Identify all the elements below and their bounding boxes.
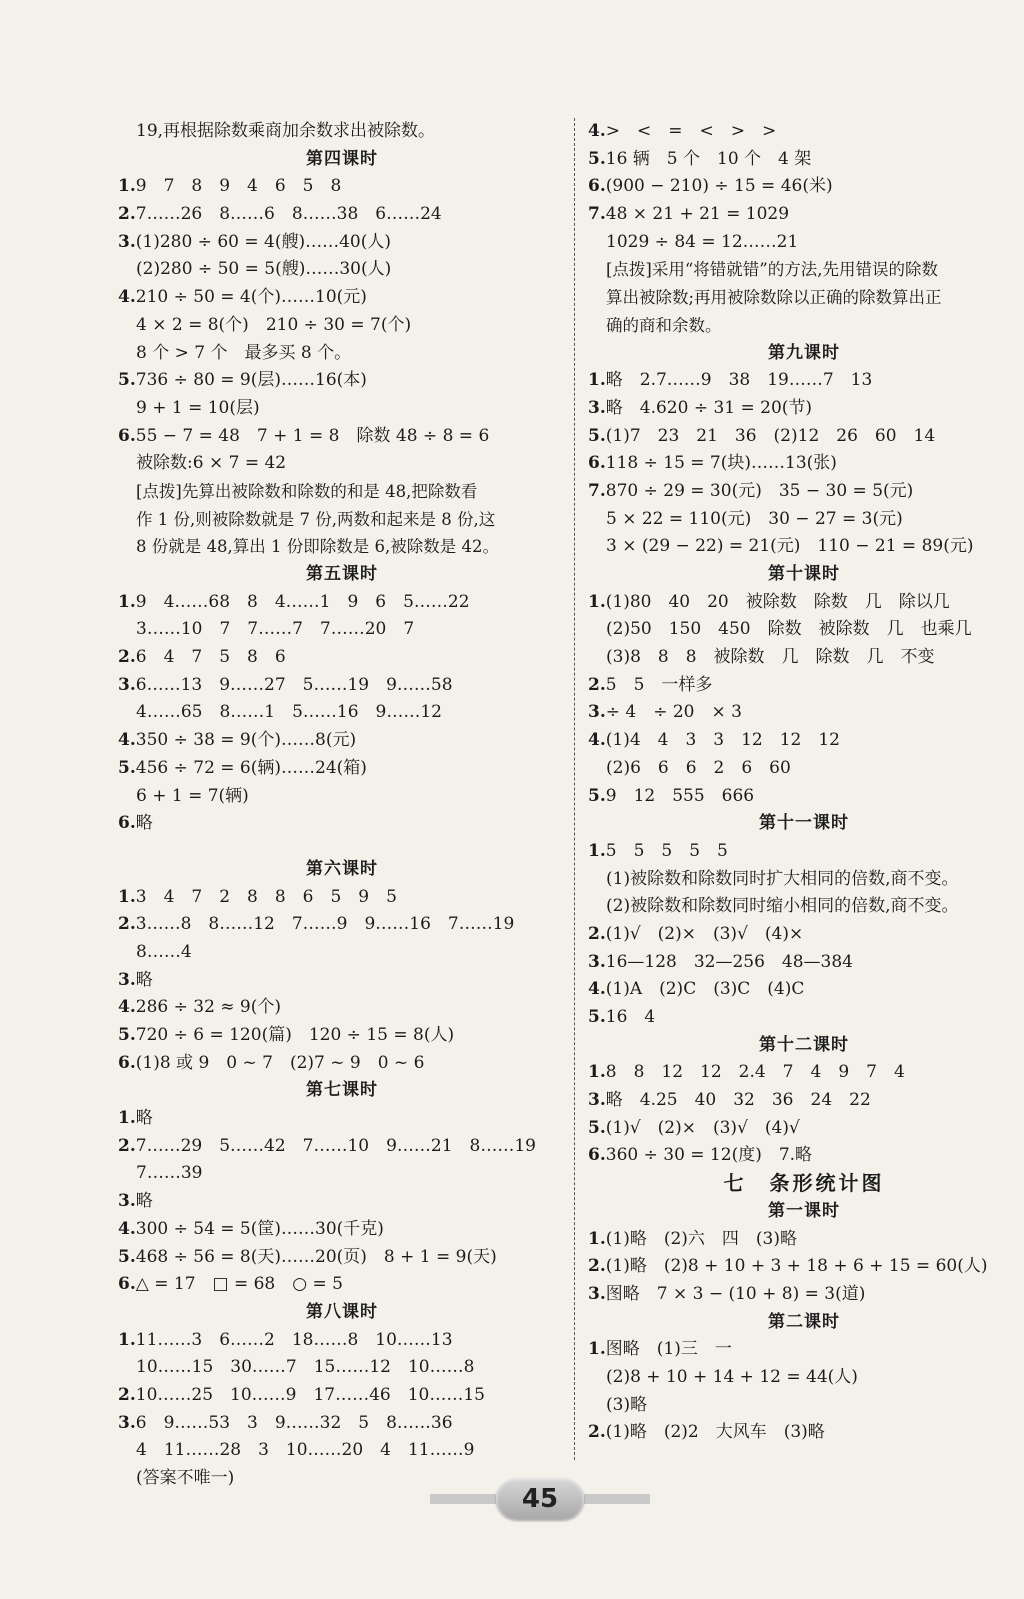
item-number: 3. [588, 1090, 606, 1111]
answer-text: 9 7 8 9 4 6 5 8 [135, 176, 342, 197]
answer-line [588, 312, 1020, 340]
answer-text: 10……15 30……7 15……12 10……8 [136, 1357, 475, 1378]
answer-line [588, 838, 1020, 866]
item-number: 6. [118, 813, 136, 834]
answer-text: (1)√ (2)× (3)√ (4)× [605, 923, 804, 944]
answer-line [118, 423, 566, 451]
answer-line [118, 1105, 566, 1133]
answer-text: 第十一课时 [759, 813, 849, 834]
answer-line [588, 533, 1020, 561]
answer-line [588, 1059, 1020, 1087]
item-number: 1. [118, 1329, 136, 1350]
section-heading [118, 561, 566, 589]
answer-text: (1)80 40 20 被除数 除数 几 除以几 [605, 591, 950, 612]
answer-text: 5 5 一样多 [605, 674, 713, 695]
answer-text: 图略 (1)三 一 [605, 1339, 732, 1360]
answer-text: 第九课时 [768, 342, 840, 363]
answer-text: 3……10 7 7……7 7……20 7 [136, 619, 415, 640]
answer-line [118, 699, 566, 727]
item-number: 4. [588, 730, 606, 751]
answer-text: 第十课时 [768, 564, 840, 584]
answer-text: 第七课时 [306, 1080, 378, 1101]
answer-line [588, 1087, 1020, 1115]
answer-line [588, 423, 1020, 451]
answer-text: 286 ÷ 32 ≈ 9(个) [135, 997, 282, 1018]
item-number: 6. [588, 176, 606, 197]
page-number-stripe-left [430, 1494, 496, 1504]
item-number: 1. [588, 1228, 606, 1249]
section-heading [588, 1198, 1020, 1226]
answer-line [588, 727, 1020, 755]
answer-line [118, 1244, 566, 1272]
answer-text: 略 [135, 1108, 153, 1129]
item-number: 4. [588, 979, 606, 1000]
item-number: 5. [588, 425, 606, 446]
item-number: 1. [588, 1062, 606, 1083]
answer-text: 5 × 22 = 110(元) 30 − 27 = 3(元) [606, 508, 903, 529]
section-heading [588, 810, 1020, 838]
answer-text: 7……39 [136, 1163, 203, 1184]
item-number: 3. [588, 397, 606, 418]
item-number: 1. [118, 176, 136, 197]
answer-text: 略 [135, 1191, 153, 1212]
spacer [118, 838, 566, 856]
item-number: 2. [588, 1256, 606, 1277]
answer-line [118, 395, 566, 423]
answer-text: 第十二课时 [759, 1034, 849, 1055]
answer-text: (1)280 ÷ 60 = 4(艘)……40(人) [135, 231, 391, 252]
answer-line [588, 893, 1020, 921]
answer-text: (1)√ (2)× (3)√ (4)√ [605, 1117, 800, 1138]
answer-line [118, 1188, 566, 1216]
answer-text: 第一课时 [768, 1200, 840, 1221]
item-number: 4. [588, 121, 606, 141]
answer-text: 3 × (29 − 22) = 21(元) 110 − 21 = 89(元) [606, 536, 974, 557]
answer-text: 算出被除数;再用被除数除以正确的除数算出正 [606, 288, 942, 308]
item-number: 6. [588, 453, 606, 474]
answer-line [588, 450, 1020, 478]
answer-line [588, 229, 1020, 257]
section-heading [118, 856, 566, 884]
answer-text: 350 ÷ 38 = 9(个)……8(元) [135, 730, 357, 751]
answer-text: 第四课时 [306, 148, 378, 169]
section-heading [588, 1032, 1020, 1060]
answer-line [118, 1271, 566, 1299]
answer-text: 第二课时 [768, 1311, 840, 1332]
answer-text: (1)7 23 21 36 (2)12 26 60 14 [605, 425, 936, 446]
answer-text: 9 + 1 = 10(层) [136, 397, 260, 418]
item-number: 1. [118, 886, 136, 907]
answer-text: 9 4……68 8 4……1 9 6 5……22 [135, 591, 470, 612]
answer-line [588, 1115, 1020, 1143]
answer-line [588, 395, 1020, 423]
answer-line [118, 312, 566, 340]
answer-text: 略 [135, 969, 153, 990]
item-number: 7. [588, 480, 606, 501]
right-column [588, 118, 1020, 1447]
answer-text: (1)略 (2)8 + 10 + 3 + 18 + 6 + 15 = 60(人) [605, 1256, 988, 1277]
answer-text: (1)8 或 9 0 ~ 7 (2)7 ~ 9 0 ~ 6 [135, 1052, 425, 1073]
item-number: 7. [588, 204, 606, 225]
answer-line [588, 1226, 1020, 1254]
answer-text: 720 ÷ 6 = 120(篇) 120 ÷ 15 = 8(人) [135, 1025, 455, 1045]
answer-line [118, 884, 566, 912]
answer-text: (2)6 6 6 2 6 60 [606, 757, 791, 778]
answer-line [118, 616, 566, 644]
section-heading [588, 340, 1020, 368]
item-number: 1. [118, 591, 136, 612]
answer-line [588, 1419, 1020, 1447]
answer-line [118, 994, 566, 1022]
answer-line [588, 1142, 1020, 1170]
answer-text: 16 4 [605, 1007, 656, 1027]
answer-text: 第八课时 [306, 1301, 378, 1322]
answer-line [118, 727, 566, 755]
answer-text: 4 11……28 3 10……20 4 11……9 [136, 1440, 475, 1461]
answer-text: 16 辆 5 个 10 个 4 架 [605, 148, 812, 169]
answer-line [118, 967, 566, 995]
answer-line [118, 1160, 566, 1188]
answer-line [588, 921, 1020, 949]
item-number: 1. [588, 840, 606, 861]
item-number: 5. [588, 148, 606, 169]
answer-line [588, 506, 1020, 534]
item-number: 2. [588, 923, 606, 944]
item-number: 2. [118, 1384, 136, 1405]
answer-text: 第六课时 [306, 858, 378, 879]
answer-line [118, 1133, 566, 1161]
answer-line [118, 506, 566, 534]
answer-line [588, 783, 1020, 811]
answer-text: 略 [135, 813, 153, 834]
answer-text: 略 2.7……9 38 19……7 13 [605, 370, 873, 391]
answer-text: 300 ÷ 54 = 5(筐)……30(千克) [135, 1218, 384, 1239]
item-number: 5. [118, 370, 136, 391]
answer-text: 1029 ÷ 84 = 12……21 [606, 231, 799, 252]
answer-line [588, 201, 1020, 229]
answer-line [118, 1327, 566, 1355]
answer-text: 8 份就是 48,算出 1 份即除数是 6,被除数是 42。 [136, 537, 499, 557]
answer-text: 7……29 5……42 7……10 9……21 8……19 [135, 1135, 536, 1156]
section-heading [118, 146, 566, 174]
answer-text: 作 1 份,则被除数就是 7 份,两数和起来是 8 份,这 [136, 509, 496, 529]
section-heading [588, 1309, 1020, 1337]
section-heading [118, 1299, 566, 1327]
item-number: 2. [588, 1422, 606, 1443]
answer-line [118, 1354, 566, 1382]
answer-text: [点拨]采用“将错就错”的方法,先用错误的除数 [606, 260, 938, 280]
item-number: 6. [588, 1145, 606, 1166]
answer-text: 8 8 12 12 2.4 7 4 9 7 4 [605, 1062, 905, 1083]
answer-text: 11……3 6……2 18……8 10……13 [135, 1329, 453, 1350]
answer-line [588, 1004, 1020, 1032]
answer-text: (2)50 150 450 除数 被除数 几 也乘几 [606, 619, 972, 640]
answer-line [588, 755, 1020, 783]
answer-text: (3)略 [606, 1394, 648, 1415]
item-number: 1. [588, 1339, 606, 1360]
item-number: 2. [588, 674, 606, 695]
item-number: 2. [118, 204, 136, 225]
column-divider [574, 118, 575, 1460]
answer-line [118, 1410, 566, 1438]
item-number: 6. [118, 425, 136, 446]
item-number: 3. [118, 231, 136, 252]
answer-line [588, 1392, 1020, 1420]
item-number: 4. [118, 1218, 136, 1239]
answer-line [118, 450, 566, 478]
item-number: 4. [118, 730, 136, 751]
answer-text: 6 + 1 = 7(辆) [136, 785, 249, 806]
item-number: 5. [118, 1246, 136, 1267]
answer-line [588, 478, 1020, 506]
answer-text: 456 ÷ 72 = 6(辆)……24(箱) [135, 757, 367, 778]
answer-text: 6 9……53 3 9……32 5 8……36 [135, 1412, 453, 1433]
item-number: 2. [118, 647, 136, 668]
item-number: 1. [588, 591, 606, 612]
answer-text: (1)A (2)C (3)C (4)C [605, 979, 805, 1000]
page-number-stripe-right [584, 1494, 650, 1504]
answer-line [588, 1281, 1020, 1309]
item-number: 5. [588, 1117, 606, 1138]
item-number: 5. [588, 1007, 606, 1027]
answer-text: 被除数:6 × 7 = 42 [136, 453, 287, 474]
item-number: 2. [118, 914, 136, 935]
answer-line [118, 173, 566, 201]
answer-text: 4 × 2 = 8(个) 210 ÷ 30 = 7(个) [136, 314, 412, 335]
answer-line [118, 1437, 566, 1465]
answer-text: (答案不唯一) [136, 1468, 235, 1488]
answer-text: ÷ 4 ÷ 20 × 3 [605, 702, 742, 723]
answer-line [118, 201, 566, 229]
answer-line [588, 672, 1020, 700]
answer-line [588, 699, 1020, 727]
answer-line [588, 976, 1020, 1004]
answer-line [118, 810, 566, 838]
answer-text: 118 ÷ 15 = 7(块)……13(张) [605, 453, 837, 474]
answer-text: 10……25 10……9 17……46 10……15 [135, 1384, 485, 1405]
item-number: 5. [118, 757, 136, 778]
answer-text: 16—128 32—256 48—384 [605, 951, 853, 972]
answer-line [588, 1336, 1020, 1364]
section-heading [588, 561, 1020, 589]
answer-text: (1)被除数和除数同时扩大相同的倍数,商不变。 [606, 868, 959, 889]
answer-line [118, 533, 566, 561]
answer-text: 736 ÷ 80 = 9(层)……16(本) [135, 370, 367, 391]
item-number: 5. [118, 1025, 136, 1045]
answer-text: 3……8 8……12 7……9 9……16 7……19 [135, 914, 515, 935]
item-number: 3. [118, 674, 136, 695]
answer-text: 19,再根据除数乘商加余数求出被除数。 [136, 121, 436, 141]
answer-line [118, 672, 566, 700]
item-number: 3. [118, 969, 136, 990]
answer-line [588, 173, 1020, 201]
answer-text: 七 条形统计图 [723, 1171, 885, 1196]
answer-text: 6 4 7 5 8 6 [135, 647, 286, 668]
item-number: 3. [118, 1191, 136, 1212]
answer-line [588, 146, 1020, 174]
item-number: 3. [588, 1283, 606, 1304]
answer-line [588, 118, 1020, 146]
answer-line [118, 755, 566, 783]
answer-text: (1)4 4 3 3 12 12 12 [605, 730, 840, 751]
answer-text: 图略 7 × 3 − (10 + 8) = 3(道) [605, 1283, 866, 1304]
item-number: 3. [118, 1412, 136, 1433]
answer-text: 5 5 5 5 5 [605, 840, 728, 861]
answer-line [118, 783, 566, 811]
answer-text: 4……65 8……1 5……16 9……12 [136, 702, 442, 723]
answer-line [118, 478, 566, 506]
answer-text: 8……4 [136, 941, 192, 962]
answer-line [118, 589, 566, 617]
answer-line [588, 284, 1020, 312]
answer-line [118, 1382, 566, 1410]
answer-line [118, 284, 566, 312]
answer-text: (3)8 8 8 被除数 几 除数 几 不变 [606, 647, 935, 668]
answer-line [118, 367, 566, 395]
answer-line [118, 256, 566, 284]
answer-text: 略 4.25 40 32 36 24 22 [605, 1090, 871, 1111]
answer-line [118, 1022, 566, 1050]
answer-line [588, 1364, 1020, 1392]
item-number: 2. [118, 1135, 136, 1156]
item-number: 5. [588, 785, 606, 806]
answer-line [588, 866, 1020, 894]
answer-line [118, 118, 566, 146]
answer-line [588, 949, 1020, 977]
answer-text: 确的商和余数。 [606, 315, 722, 335]
answer-text: (900 − 210) ÷ 15 = 46(米) [605, 176, 833, 197]
answer-text: △ = 17 □ = 68 ○ = 5 [135, 1274, 343, 1295]
answer-line [588, 367, 1020, 395]
answer-line [588, 616, 1020, 644]
page-number: 45 [496, 1478, 584, 1520]
item-number: 1. [588, 370, 606, 391]
answer-text: 3 4 7 2 8 8 6 5 9 5 [135, 886, 397, 907]
answer-text: 7……26 8……6 8……38 6……24 [135, 204, 442, 225]
section-heading [588, 1170, 1020, 1198]
answer-text: (2)280 ÷ 50 = 5(艘)……30(人) [136, 259, 392, 280]
item-number: 3. [588, 702, 606, 723]
answer-line [118, 340, 566, 368]
answer-text: (1)略 (2)六 四 (3)略 [605, 1228, 797, 1249]
answer-text: 468 ÷ 56 = 8(天)……20(页) 8 + 1 = 9(天) [135, 1246, 497, 1267]
item-number: 3. [588, 951, 606, 972]
item-number: 4. [118, 997, 136, 1018]
answer-line [118, 1216, 566, 1244]
answer-text: 210 ÷ 50 = 4(个)……10(元) [135, 287, 367, 308]
answer-line [118, 1050, 566, 1078]
section-heading [118, 1077, 566, 1105]
item-number: 6. [118, 1274, 136, 1295]
answer-text: (2)8 + 10 + 14 + 12 = 44(人) [606, 1366, 858, 1387]
answer-text: [点拨]先算出被除数和除数的和是 48,把除数看 [136, 481, 478, 501]
answer-text: (2)被除数和除数同时缩小相同的倍数,商不变。 [606, 896, 959, 917]
answer-text: 48 × 21 + 21 = 1029 [605, 204, 790, 225]
answer-line [118, 939, 566, 967]
answer-text: 第五课时 [306, 564, 378, 584]
answer-line [118, 644, 566, 672]
answer-text: 8 个 > 7 个 最多买 8 个。 [136, 342, 352, 363]
left-column [118, 118, 566, 1493]
answer-line [588, 644, 1020, 672]
answer-line [588, 589, 1020, 617]
answer-line [118, 911, 566, 939]
answer-line [588, 1253, 1020, 1281]
answer-text: 6……13 9……27 5……19 9……58 [135, 674, 453, 695]
answer-text: 略 4.620 ÷ 31 = 20(节) [605, 397, 813, 418]
answer-text: (1)略 (2)2 大风车 (3)略 [605, 1422, 825, 1443]
item-number: 6. [118, 1052, 136, 1073]
answer-text: 360 ÷ 30 = 12(度) 7.略 [605, 1145, 813, 1166]
answer-text: 9 12 555 666 [605, 785, 755, 806]
answer-line [118, 229, 566, 257]
answer-text: > < = < > > [605, 121, 777, 141]
answer-text: 870 ÷ 29 = 30(元) 35 − 30 = 5(元) [605, 480, 914, 501]
item-number: 4. [118, 287, 136, 308]
answer-text: 55 − 7 = 48 7 + 1 = 8 除数 48 ÷ 8 = 6 [135, 425, 490, 446]
item-number: 1. [118, 1108, 136, 1129]
answer-line [588, 256, 1020, 284]
